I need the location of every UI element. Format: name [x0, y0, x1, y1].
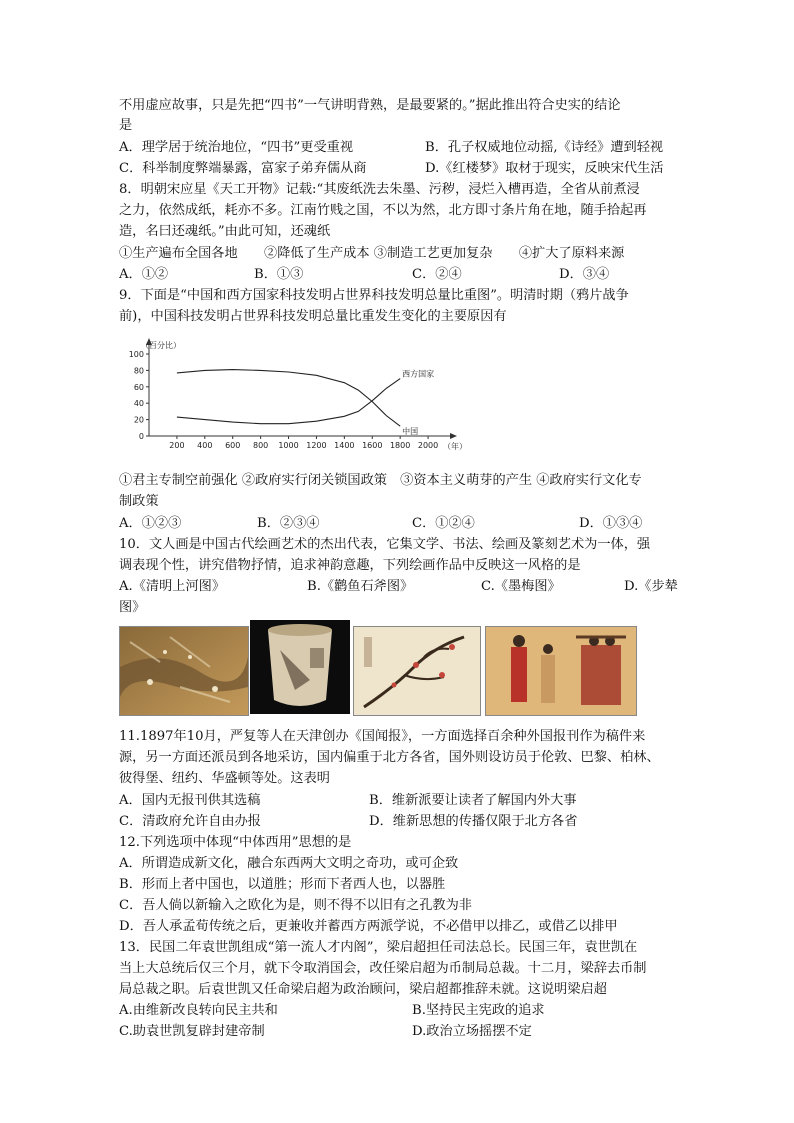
- q9-option-b: B．②③④: [257, 516, 320, 531]
- q9-option-a: A．①②③: [119, 516, 182, 531]
- y-tick-label: 20: [133, 415, 144, 425]
- q9-items-line: ①君主专制空前强化 ②政府实行闭关锁国政策 ③资本主义萌芽的产生 ④政府实行文化专: [119, 473, 642, 488]
- q8-stem-line: 造，名曰还魂纸。”由此可知，还魂纸: [119, 224, 331, 239]
- chart-lines: [177, 370, 400, 427]
- q8-stem-line: 之力，依然成纸，耗亦不多。江南竹贱之国，不以为然，北方即寸条片角在地，随手拾起再: [119, 203, 647, 218]
- q8-items: ①生产遍布全国各地 ②降低了生产成本 ③制造工艺更加复杂 ④扩大了原料来源: [119, 246, 625, 261]
- q11-stem-line: 源，另一方面还派员到各地采访，国内偏重于北方各省，国外则设访员于伦敦、巴黎、柏林、: [119, 750, 660, 765]
- painted-pottery-jar-image: [250, 620, 350, 714]
- x-tick-label: 1600: [362, 441, 383, 450]
- q10-option-b: B.《鹳鱼石斧图》: [307, 579, 414, 594]
- q11-option-a: A．国内无报刊供其选稿: [119, 793, 261, 808]
- q10-option-a: A.《清明上河图》: [119, 579, 226, 594]
- q9-option-d: D．①③④: [579, 516, 643, 531]
- x-tick-label: 1400: [334, 441, 355, 450]
- q12-stem: 12.下列选项中体现“中体西用”思想的是: [119, 835, 352, 850]
- x-tick-label: 600: [225, 441, 241, 450]
- q12-option-b: B．形而上者中国也，以道胜；形而下者西人也，以器胜: [119, 877, 446, 892]
- series-label-0: 西方国家: [402, 369, 435, 379]
- x-tick-label: 2000: [417, 441, 439, 450]
- painting-qingming-image: [119, 626, 249, 716]
- q12-option-c: C．吾人倘以新输入之欧化为是，则不得不以旧有之孔教为非: [119, 898, 472, 913]
- chart-axes: [146, 338, 457, 439]
- x-tick-label: 1200: [306, 441, 327, 450]
- tech-invention-share-chart: [119, 332, 467, 452]
- q13-stem-line: 局总裁之职。后袁世凯又任命梁启超为政治顾问，梁启超都推辞未就。这说明梁启超: [119, 982, 607, 997]
- q7-option-c: C．科举制度弊端暴露，富家子弟弃儒从商: [119, 161, 367, 176]
- q9-stem-line: 9．下面是“中国和西方国家科技发明占世界科技发明总量比重图”。明清时期（鸦片战争: [119, 288, 629, 303]
- painting-plum-blossom-image: [353, 626, 481, 716]
- y-tick-label: 0: [138, 432, 144, 441]
- q9-option-c: C．①②④: [412, 516, 475, 531]
- x-tick-label: 1000: [278, 441, 299, 450]
- q7-option-a: A．理学居于统治地位，“四书”更受重视: [119, 140, 354, 155]
- q11-stem-line: 彼得堡、纽约、华盛顿等处。这表明: [119, 771, 330, 786]
- q11-option-b: B．维新派要让读者了解国内外大事: [369, 793, 577, 808]
- q11-option-d: D．维新思想的传播仅限于北方各省: [369, 814, 578, 829]
- q8-option-b: B．①③: [254, 267, 304, 282]
- series-line-1: [177, 370, 400, 427]
- series-line-0: [177, 379, 400, 424]
- q7-option-b: B．孔子权威地位动摇,《诗经》遭到轻视: [425, 140, 664, 155]
- q13-option-d: D.政治立场摇摆不定: [412, 1024, 532, 1039]
- q8-option-a: A．①②: [119, 267, 169, 282]
- q9-stem-line: 前)，中国科技发明占世界科技发明总量比重发生变化的主要原因有: [119, 309, 507, 324]
- y-tick-label: 100: [128, 350, 144, 359]
- q12-option-a: A．所谓造成新文化，融合东西两大文明之奇功，或可企致: [119, 856, 459, 871]
- chart-ticks: [129, 350, 439, 450]
- q8-stem-line: 8．明朝宋应星《天工开物》记载:“其废纸洗去朱墨、污秽，浸烂入槽再造，全省从前煮浸: [119, 182, 640, 197]
- q13-option-a: A.由维新改良转向民主共和: [119, 1003, 278, 1018]
- q7-option-d: D.《红楼梦》取材于现实，反映宋代生活: [425, 161, 664, 176]
- q11-stem-line: 11.1897年10月，严复等人在天津创办《国闻报》，一方面选择百余种外国报刊作为稿件来: [119, 729, 646, 744]
- q7-stem-line: 不用虚应故事，只是先把“四书”一气讲明背熟，是最要紧的。”据此推出符合史实的结论: [119, 98, 621, 113]
- x-axis-label: （年）: [443, 442, 467, 451]
- q13-stem-line: 当上大总统后仅三个月，就下令取消国会，改任梁启超为币制局总裁。十二月，梁辞去币制: [119, 961, 647, 976]
- q10-option-c: C.《墨梅图》: [481, 579, 561, 594]
- painting-bunian-image: [485, 626, 637, 716]
- q13-option-c: C.助袁世凯复辟封建帝制: [119, 1024, 265, 1039]
- x-tick-label: 800: [252, 441, 269, 450]
- q7-stem-line: 是: [119, 118, 133, 133]
- x-tick-label: 200: [169, 441, 185, 450]
- y-tick-label: 40: [133, 399, 144, 409]
- q12-option-d: D．吾人承孟荀传统之后，更兼收并蓄西方两派学说，不必借甲以排乙，或借乙以排甲: [119, 919, 618, 934]
- x-tick-label: 1800: [389, 441, 411, 450]
- q11-option-c: C．清政府允许自由办报: [119, 814, 261, 829]
- x-tick-label: 400: [197, 441, 213, 450]
- q10-option-d: D.《步辇: [624, 579, 678, 594]
- q10-option-d-tail: 图》: [119, 600, 146, 615]
- q13-stem-line: 13．民国二年袁世凯组成“第一流人才内阁”，梁启超担任司法总长。民国三年，袁世凯在: [119, 940, 638, 955]
- y-tick-label: 80: [133, 366, 144, 376]
- y-axis-label: （百分比）: [141, 341, 181, 350]
- q8-option-d: D．③④: [559, 267, 610, 282]
- q13-option-b: B.坚持民主宪政的追求: [412, 1003, 545, 1018]
- x-axis-arrow: [450, 433, 457, 439]
- q10-stem-line: 调表现个性，讲究借物抒情，追求神韵意趣，下列绘画作品中反映这一风格的是: [119, 558, 581, 573]
- y-tick-label: 60: [133, 382, 144, 392]
- q8-option-c: C．②④: [412, 267, 462, 282]
- q9-items-line: 制政策: [119, 494, 159, 509]
- q10-stem-line: 10．文人画是中国古代绘画艺术的杰出代表，它集文学、书法、绘画及篆刻艺术为一体，强: [119, 537, 651, 552]
- series-label-1: 中国: [402, 427, 419, 437]
